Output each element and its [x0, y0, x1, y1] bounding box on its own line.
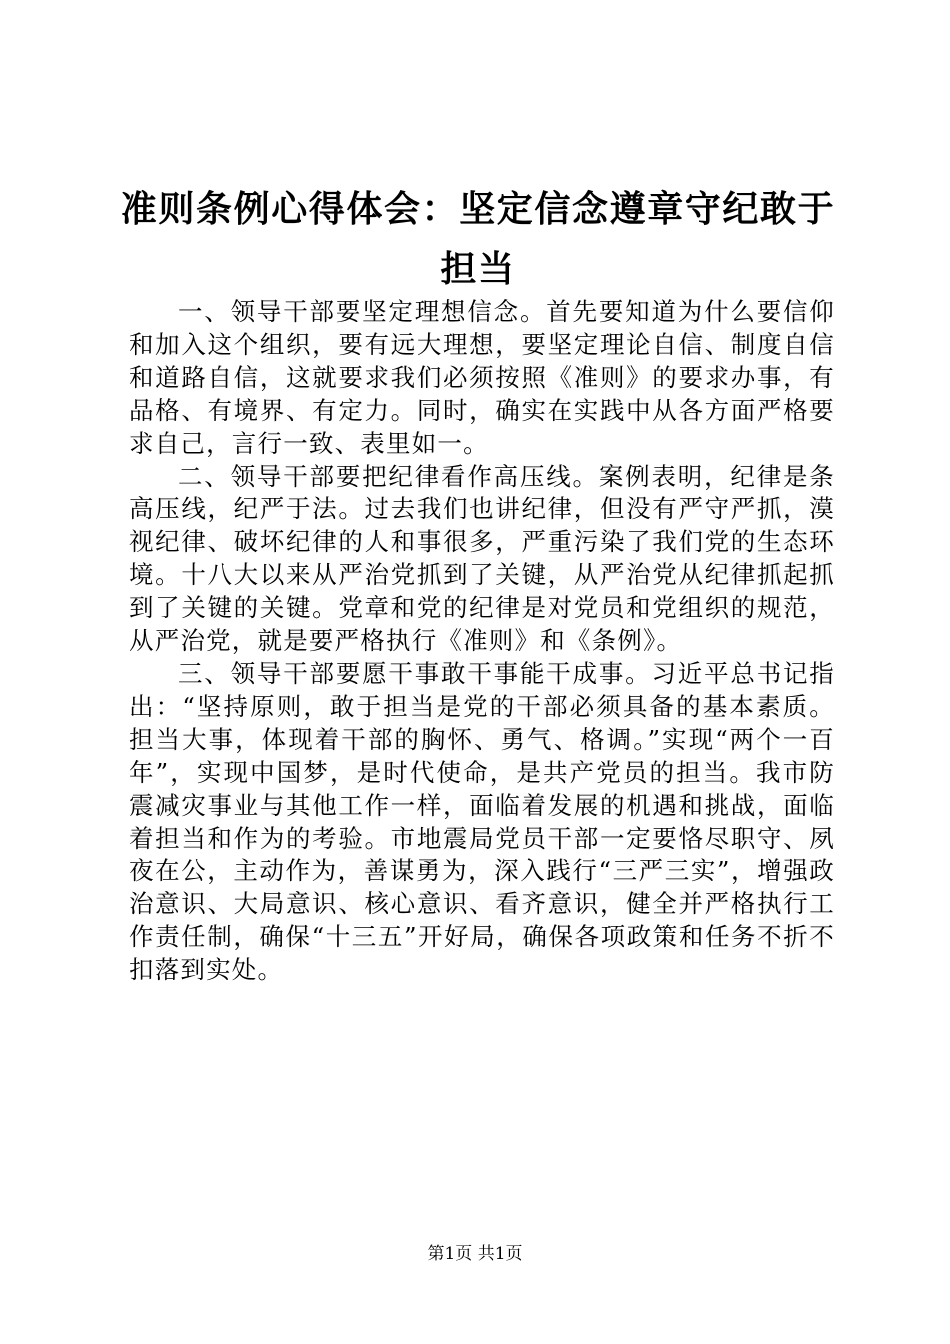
page-number: 第1页 [427, 1244, 473, 1264]
paragraph-2: 二、领导干部要把纪律看作高压线。案例表明，纪律是条高压线，纪严于法。过去我们也讲纪律，但没有严守严抓，漠视纪律、破坏纪律的人和事很多，严重污染了我们党的生态环境。十八大以来从严治党抓到了关键，从严治党从纪律抓起抓到了关键的关键。党章和党的纪律是对党员和党组织的规范，从严治党，就是要严格执行《准则》和《条例》。 [129, 461, 835, 656]
document-body [129, 296, 835, 987]
paragraph-3: 三、领导干部要愿干事敢干事能干成事。习近平总书记指出：“坚持原则，敢于担当是党的干部必须具备的基本素质。担当大事，体现着干部的胸怀、勇气、格调。”实现“两个一百年”，实现中国梦，是时代使命，是共产党员的担当。我市防震减灾事业与其他工作一样，面临着发展的机遇和挑战，面临着担当和作为的考验。市地震局党员干部一定要恪尽职守、夙夜在公，主动作为，善谋勇为，深入践行“三严三实”，增强政治意识、大局意识、核心意识、看齐意识，健全并严格执行工作责任制，确保“十三五”开好局，确保各项政策和任务不折不扣落到实处。 [129, 658, 835, 985]
document-title: 准则条例心得体会：坚定信念遵章守纪敢于担当 [120, 189, 836, 290]
page-footer [0, 1243, 950, 1265]
page-total: 共1页 [477, 1244, 523, 1264]
paragraph-1: 一、领导干部要坚定理想信念。首先要知道为什么要信仰和加入这个组织，要有远大理想，要坚定理论自信、制度自信和道路自信，这就要求我们必须按照《准则》的要求办事，有品格、有境界、有定力。同时，确实在实践中从各方面严格要求自己，言行一致、表里如一。 [129, 297, 835, 458]
